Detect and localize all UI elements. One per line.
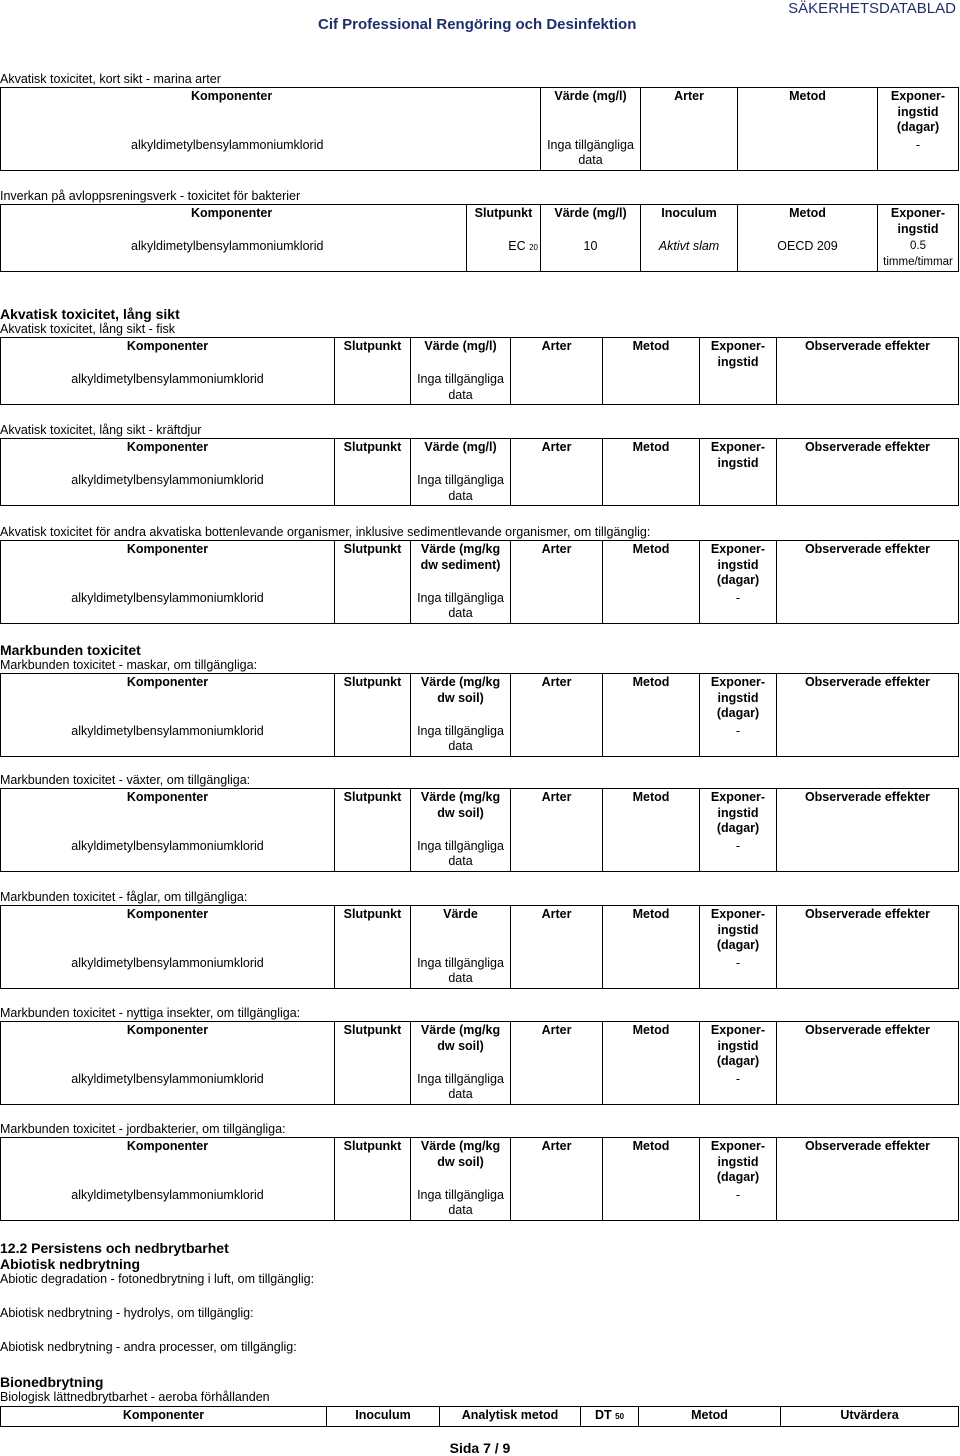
table-kraftdjur [0, 438, 959, 506]
method-cell: OECD 209 [738, 238, 878, 272]
value-cell: Inga tillgängliga data [411, 371, 511, 405]
table-jordbakterier [0, 1137, 959, 1221]
exposure-cell: - [700, 590, 777, 624]
section-caption: Akvatisk toxicitet, lång sikt - fisk [0, 322, 176, 336]
table-row [1, 1187, 959, 1221]
col-header: Arter [511, 541, 603, 590]
col-header: Metod [603, 439, 700, 473]
col-header: Värde [411, 906, 511, 955]
table-bionedbrytning [0, 1406, 959, 1427]
col-header: Komponenter [1, 789, 335, 838]
col-header: Värde (mg/l) [541, 88, 641, 137]
text-line: Abiotic degradation - fotonedbrytning i luft, om tillgänglig: [0, 1272, 315, 1286]
col-header: Komponenter [1, 88, 541, 137]
table-bakterier [0, 204, 959, 272]
col-header: Slutpunkt [335, 439, 411, 473]
exposure-cell: 0.5 timme/timmar [878, 238, 959, 272]
col-header: Metod [738, 88, 878, 137]
text-line: Abiotisk nedbrytning - andra processer, om tillgänglig: [0, 1340, 297, 1354]
col-header: Metod [603, 1022, 700, 1071]
table-row [1, 955, 959, 989]
table-header-row [1, 439, 959, 473]
section-caption: Markbunden toxicitet - växter, om tillgängliga: [0, 773, 251, 787]
col-header: Metod [738, 205, 878, 239]
value-cell: Inga tillgängliga data [411, 955, 511, 989]
col-header: Inoculum [641, 205, 738, 239]
table-header-row [1, 541, 959, 590]
component-cell: alkyldimetylbensylammoniumklorid [1, 1071, 335, 1105]
section-heading: Akvatisk toxicitet, lång sikt [0, 306, 180, 322]
section-caption: Markbunden toxicitet - jordbakterier, om tillgängliga: [0, 1122, 286, 1136]
table-row [1, 1071, 959, 1105]
col-header: Arter [511, 338, 603, 372]
value-cell: Inga tillgängliga data [411, 590, 511, 624]
table-header-row [1, 674, 959, 723]
col-header: Komponenter [1, 439, 335, 473]
col-header: Slutpunkt [335, 674, 411, 723]
section-lang-sikt-fisk [0, 306, 960, 405]
section-caption: Inverkan på avloppsreningsverk - toxicitet för bakterier [0, 189, 301, 203]
section-bakterier [0, 189, 960, 272]
col-header: Arter [641, 88, 738, 137]
col-header: Slutpunkt [335, 906, 411, 955]
table-header-row [1, 88, 959, 137]
value-cell: Inga tillgängliga data [411, 838, 511, 872]
col-header: Inoculum [327, 1407, 440, 1427]
col-header: Värde (mg/kg dw sediment) [411, 541, 511, 590]
col-header: Komponenter [1, 906, 335, 955]
col-header: Arter [511, 439, 603, 473]
table-header-row [1, 789, 959, 838]
col-header: Observerade effekter [777, 338, 959, 372]
table-row [1, 590, 959, 624]
col-header: Värde (mg/l) [541, 205, 641, 239]
component-cell: alkyldimetylbensylammoniumklorid [1, 137, 541, 171]
col-header: Exponer-ingstid (dagar) [700, 1022, 777, 1071]
page-number: Sida 7 / 9 [449, 1440, 511, 1456]
component-cell: alkyldimetylbensylammoniumklorid [1, 1187, 335, 1221]
col-header: Slutpunkt [335, 541, 411, 590]
col-header: Exponer-ingstid [700, 338, 777, 372]
section-subheading: Abiotisk nedbrytning [0, 1256, 140, 1272]
table-header-row [1, 338, 959, 372]
section-sediment [0, 525, 960, 624]
component-cell: alkyldimetylbensylammoniumklorid [1, 371, 335, 405]
section-persistens [0, 1240, 960, 1427]
col-header: Komponenter [1, 541, 335, 590]
col-header: Exponer-ingstid (dagar) [700, 674, 777, 723]
col-header: Utvärdera [781, 1407, 959, 1427]
col-header: Arter [511, 906, 603, 955]
value-cell: Inga tillgängliga data [411, 723, 511, 757]
component-cell: alkyldimetylbensylammoniumklorid [1, 590, 335, 624]
exposure-cell: - [700, 955, 777, 989]
col-header: Slutpunkt [335, 789, 411, 838]
col-header: Metod [603, 789, 700, 838]
text-line: Abiotisk nedbrytning - hydrolys, om tillgänglig: [0, 1306, 254, 1320]
table-row [1, 238, 959, 272]
col-header: Värde (mg/kg dw soil) [411, 674, 511, 723]
col-header: Metod [603, 906, 700, 955]
exposure-cell: - [878, 137, 959, 171]
table-faglar [0, 905, 959, 989]
table-row [1, 838, 959, 872]
col-header: Observerade effekter [777, 789, 959, 838]
col-header: Observerade effekter [777, 906, 959, 955]
section-heading: Markbunden toxicitet [0, 642, 141, 658]
col-header: Komponenter [1, 1022, 335, 1071]
col-header: Observerade effekter [777, 674, 959, 723]
col-header: Observerade effekter [777, 541, 959, 590]
exposure-cell: - [700, 838, 777, 872]
value-cell: Inga tillgängliga data [411, 472, 511, 506]
section-jordbakterier [0, 1122, 960, 1221]
table-insekter [0, 1021, 959, 1105]
table-maskar [0, 673, 959, 757]
section-marina-arter [0, 72, 960, 171]
inoculum-cell: Aktivt slam [641, 238, 738, 272]
col-header: Arter [511, 789, 603, 838]
text-line: Biologisk lättnedbrytbarhet - aeroba förhållanden [0, 1390, 270, 1404]
section-faglar [0, 890, 960, 989]
section-heading: 12.2 Persistens och nedbrytbarhet [0, 1240, 229, 1256]
table-header-row [1, 906, 959, 955]
col-header: Komponenter [1, 205, 467, 239]
section-caption: Markbunden toxicitet - fåglar, om tillgängliga: [0, 890, 248, 904]
component-cell: alkyldimetylbensylammoniumklorid [1, 955, 335, 989]
table-fisk [0, 337, 959, 405]
value-cell: Inga tillgängliga data [411, 1187, 511, 1221]
col-header: Värde (mg/l) [411, 439, 511, 473]
section-caption: Akvatisk toxicitet för andra akvatiska bottenlevande organismer, inklusive sedimentlevande organismer, om tillgänglig: [0, 525, 651, 539]
col-header: Komponenter [1, 1138, 335, 1187]
col-header: Värde (mg/l) [411, 338, 511, 372]
col-header: Observerade effekter [777, 1138, 959, 1187]
table-header-row [1, 205, 959, 239]
value-cell: Inga tillgängliga data [411, 1071, 511, 1105]
document-title: Cif Professional Rengöring och Desinfektion [318, 16, 637, 33]
col-header: Analytisk metod [440, 1407, 581, 1427]
col-header: Exponer-ingstid (dagar) [700, 906, 777, 955]
col-header: Exponer-ingstid [878, 205, 959, 239]
section-kraftdjur [0, 423, 960, 506]
col-header: Slutpunkt [335, 1138, 411, 1187]
exposure-cell: - [700, 1187, 777, 1221]
col-header: Exponer-ingstid [700, 439, 777, 473]
table-sediment [0, 540, 959, 624]
section-insekter [0, 1006, 960, 1105]
table-header-row [1, 1407, 959, 1427]
table-header-row [1, 1138, 959, 1187]
col-header: Metod [639, 1407, 781, 1427]
component-cell: alkyldimetylbensylammoniumklorid [1, 723, 335, 757]
endpoint-cell: EC 20 [467, 238, 541, 272]
col-header: Metod [603, 674, 700, 723]
col-header: Slutpunkt [335, 1022, 411, 1071]
document-type: SÄKERHETSDATABLAD [788, 0, 956, 17]
section-vaxter [0, 773, 960, 872]
value-cell: Inga tillgängliga data [541, 137, 641, 171]
table-row [1, 723, 959, 757]
exposure-cell: - [700, 1071, 777, 1105]
col-header: Arter [511, 1022, 603, 1071]
page-header [0, 0, 960, 50]
col-header: Observerade effekter [777, 439, 959, 473]
col-header: Arter [511, 1138, 603, 1187]
col-header: Exponer-ingstid (dagar) [700, 1138, 777, 1187]
col-header: Slutpunkt [335, 338, 411, 372]
col-header: Observerade effekter [777, 1022, 959, 1071]
exposure-cell: - [700, 723, 777, 757]
col-header: Komponenter [1, 674, 335, 723]
section-caption: Markbunden toxicitet - maskar, om tillgängliga: [0, 658, 258, 672]
col-header: Slutpunkt [467, 205, 541, 239]
table-row [1, 137, 959, 171]
section-markbunden-maskar [0, 642, 960, 757]
col-header: Metod [603, 1138, 700, 1187]
col-header: Exponer-ingstid (dagar) [700, 541, 777, 590]
col-header: Metod [603, 338, 700, 372]
table-row [1, 371, 959, 405]
col-header: Värde (mg/kg dw soil) [411, 1138, 511, 1187]
section-caption: Markbunden toxicitet - nyttiga insekter, om tillgängliga: [0, 1006, 301, 1020]
section-subheading: Bionedbrytning [0, 1374, 104, 1390]
col-header: Värde (mg/kg dw soil) [411, 1022, 511, 1071]
section-caption: Akvatisk toxicitet, lång sikt - kräftdjur [0, 423, 202, 437]
component-cell: alkyldimetylbensylammoniumklorid [1, 238, 467, 272]
table-vaxter [0, 788, 959, 872]
table-header-row [1, 1022, 959, 1071]
col-header: Arter [511, 674, 603, 723]
table-marina-arter [0, 87, 959, 171]
col-header: Metod [603, 541, 700, 590]
col-header: Komponenter [1, 338, 335, 372]
value-cell: 10 [541, 238, 641, 272]
col-header: Värde (mg/kg dw soil) [411, 789, 511, 838]
component-cell: alkyldimetylbensylammoniumklorid [1, 472, 335, 506]
component-cell: alkyldimetylbensylammoniumklorid [1, 838, 335, 872]
col-header: Exponer-ingstid (dagar) [700, 789, 777, 838]
col-header: DT 50 [581, 1407, 639, 1427]
section-caption: Akvatisk toxicitet, kort sikt - marina arter [0, 72, 221, 86]
col-header: Exponer-ingstid (dagar) [878, 88, 959, 137]
table-row [1, 472, 959, 506]
col-header: Komponenter [1, 1407, 327, 1427]
